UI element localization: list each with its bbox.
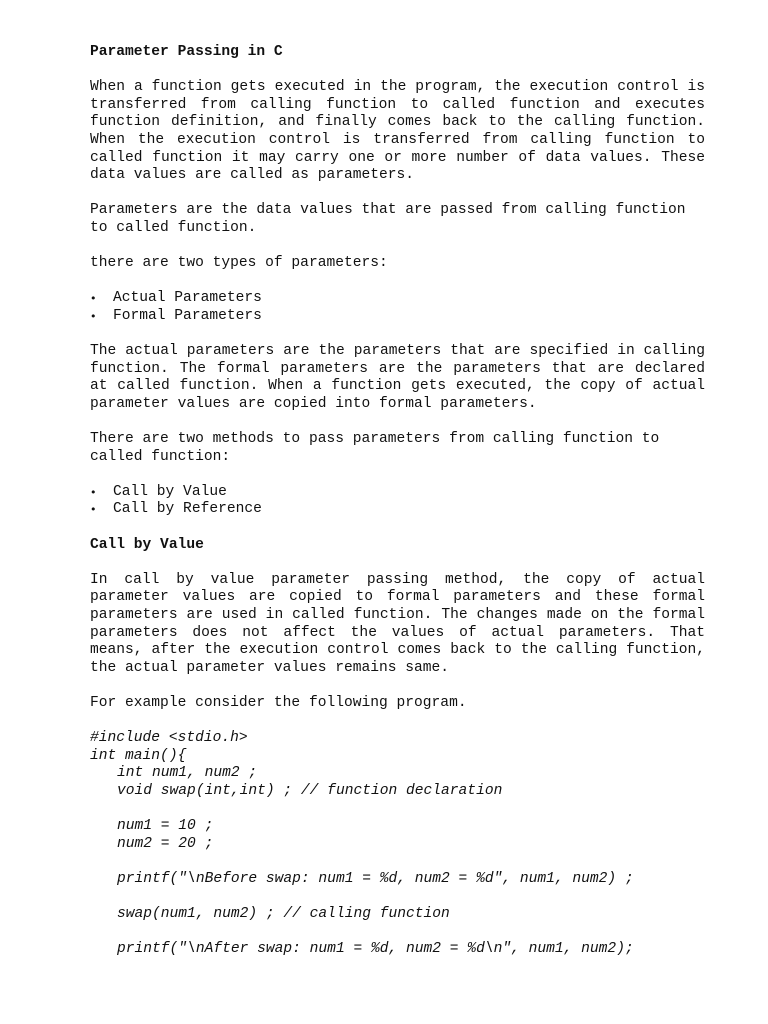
document-page	[90, 44, 705, 959]
paragraph-actual-formal: The actual parameters are the parameters that are specified in calling function. The formal parameters are the parameters that are declared at called function. When a function gets executed, the copy of actual parameter values are copied into formal parameters.	[90, 343, 705, 412]
section-heading: Call by Value	[90, 536, 204, 553]
paragraph-parameters-definition: Parameters are the data values that are passed from calling function to called function.	[90, 202, 686, 236]
code-line: num1 = 10 ;	[117, 818, 214, 835]
code-line: int main(){	[90, 747, 187, 764]
paragraph-call-by-value: In call by value parameter passing method, the copy of actual parameter values are copied to formal parameters and these formal parameters are used in called function. The changes made on the formal parameters does not affect the values of actual parameters. That means, after the execution control comes back to the calling function, the actual parameter values remains same.	[90, 571, 705, 676]
list-item: • Call by Value	[90, 484, 705, 502]
list-item: • Actual Parameters	[90, 290, 705, 308]
paragraph-types-intro: there are two types of parameters:	[90, 255, 388, 272]
passing-methods-list	[90, 484, 705, 519]
code-line: swap(num1, num2) ; // calling function	[117, 906, 450, 923]
paragraph-intro: When a function gets executed in the program, the execution control is transferred from calling function to called function and executes function definition, and finally comes back to the calling function. When the execution control is transferred from calling function to called function it may carry one or more number of data values. These data values are called as parameters.	[90, 79, 705, 184]
paragraph-methods-intro: There are two methods to pass parameters from calling function to called function:	[90, 431, 660, 465]
code-line: printf("\nAfter swap: num1 = %d, num2 = %d\n", num1, num2);	[117, 941, 634, 958]
paragraph-example-intro: For example consider the following program.	[90, 694, 467, 711]
code-blank-line	[90, 889, 705, 907]
list-item: • Formal Parameters	[90, 308, 705, 326]
code-line: int num1, num2 ;	[117, 765, 258, 782]
parameter-types-list	[90, 290, 705, 325]
section-heading: Parameter Passing in C	[90, 44, 283, 60]
list-item: • Call by Reference	[90, 501, 705, 519]
code-line: void swap(int,int) ; // function declaration	[117, 782, 503, 799]
code-line: num2 = 20 ;	[117, 835, 214, 852]
code-blank-line	[90, 853, 705, 871]
code-line: printf("\nBefore swap: num1 = %d, num2 = %d", num1, num2) ;	[117, 870, 634, 887]
code-blank-line	[90, 924, 705, 942]
code-block	[90, 730, 705, 959]
code-line: #include <stdio.h>	[90, 730, 248, 747]
code-blank-line	[90, 801, 705, 819]
